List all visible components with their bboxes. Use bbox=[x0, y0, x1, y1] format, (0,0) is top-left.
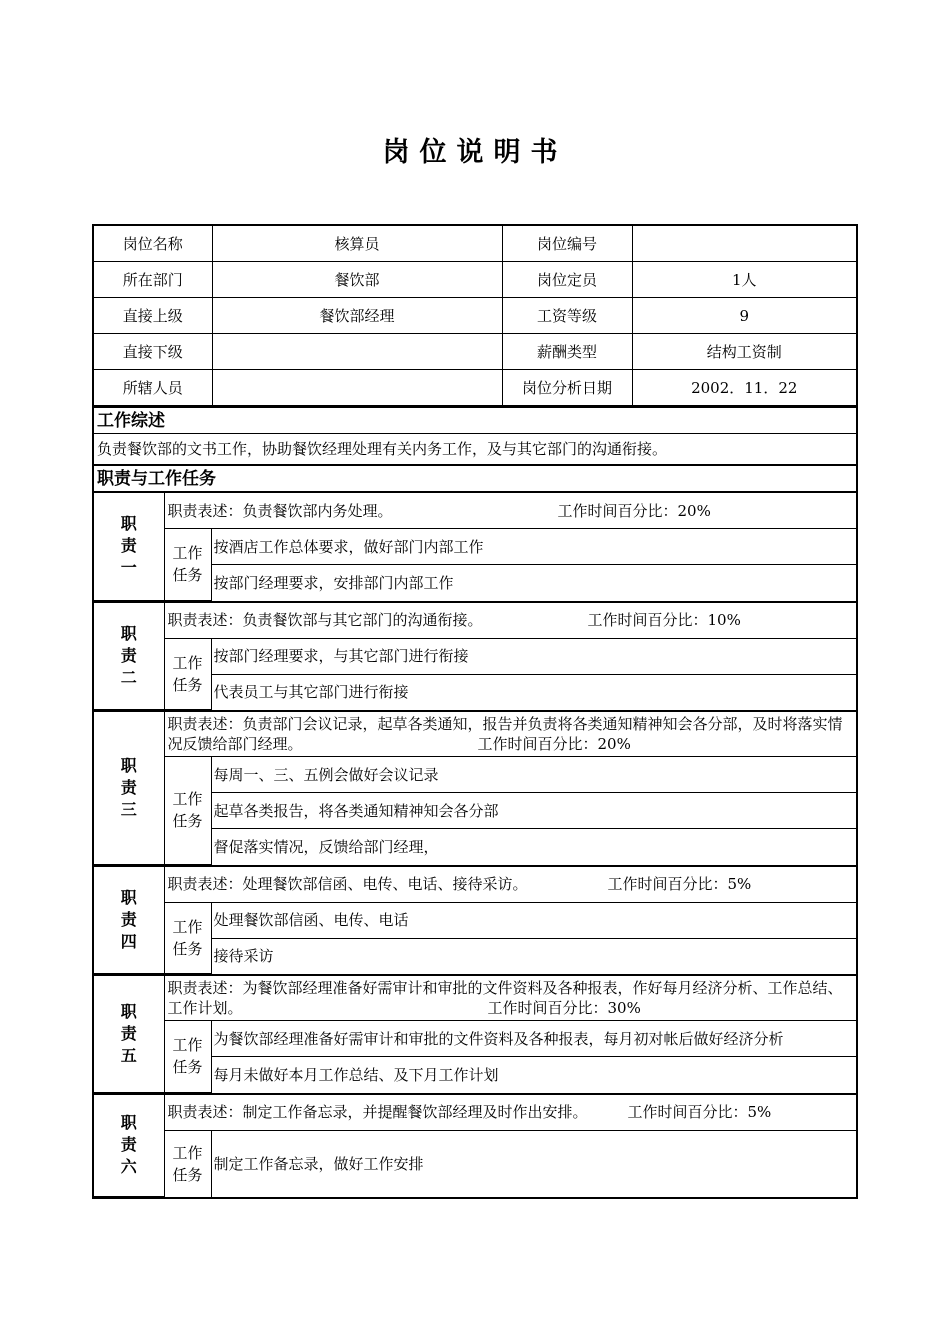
duty-label-char: 六 bbox=[120, 1157, 137, 1177]
task-label-line: 工作 bbox=[172, 653, 203, 672]
info-value: 餐饮部 bbox=[212, 262, 502, 298]
info-label: 薪酬类型 bbox=[502, 334, 632, 370]
task-item: 起草各类报告，将各类通知精神知会各分部 bbox=[211, 793, 856, 829]
duties-heading: 职责与工作任务 bbox=[94, 464, 856, 492]
info-label: 岗位定员 bbox=[502, 262, 632, 298]
duty-block bbox=[94, 601, 856, 711]
duty-label bbox=[94, 493, 164, 601]
task-label-line: 工作 bbox=[172, 790, 203, 809]
task-label-line: 任务 bbox=[172, 812, 203, 831]
task-item: 处理餐饮部信函、电传、电话 bbox=[211, 902, 856, 938]
info-label: 直接下级 bbox=[94, 334, 212, 370]
info-label: 所在部门 bbox=[94, 262, 212, 298]
info-label: 岗位编号 bbox=[502, 226, 632, 262]
task-label-line: 任务 bbox=[172, 566, 203, 585]
info-label: 所辖人员 bbox=[94, 370, 212, 406]
duty-label bbox=[94, 602, 164, 710]
info-value bbox=[632, 226, 856, 262]
duty-description-text: 职责表述：处理餐饮部信函、电传、电话、接待采访。 bbox=[167, 875, 528, 893]
task-item: 每周一、三、五例会做好会议记录 bbox=[211, 757, 856, 793]
info-value: 餐饮部经理 bbox=[212, 298, 502, 334]
duty-label-char: 三 bbox=[120, 799, 137, 819]
duty-description-text: 职责表述：负责餐饮部与其它部门的沟通衔接。 bbox=[167, 611, 483, 629]
duty-label-char: 责 bbox=[120, 1023, 137, 1043]
work-time-percentage: 工作时间百分比：20% bbox=[557, 501, 711, 520]
task-label bbox=[164, 1021, 211, 1093]
duty-label-char: 责 bbox=[120, 777, 137, 797]
duty-label-char: 四 bbox=[120, 931, 137, 951]
duty-label-char: 职 bbox=[120, 755, 137, 775]
info-value: 1人 bbox=[632, 262, 856, 298]
duty-label-char: 责 bbox=[120, 1135, 137, 1155]
duty-label-char: 职 bbox=[120, 623, 137, 643]
task-label bbox=[164, 1130, 211, 1197]
duty-description bbox=[164, 975, 856, 1021]
duty-block bbox=[94, 710, 856, 865]
task-label-line: 工作 bbox=[172, 1036, 203, 1055]
info-value bbox=[212, 370, 502, 406]
task-item: 接待采访 bbox=[211, 938, 856, 974]
task-label-line: 工作 bbox=[172, 544, 203, 563]
info-label: 岗位名称 bbox=[94, 226, 212, 262]
duty-label-char: 职 bbox=[120, 514, 137, 534]
task-item: 按部门经理要求，与其它部门进行衔接 bbox=[211, 638, 856, 674]
info-row bbox=[94, 334, 856, 370]
duty-description bbox=[164, 1094, 856, 1131]
info-row bbox=[94, 262, 856, 298]
duty-label bbox=[94, 711, 164, 864]
summary-heading: 工作综述 bbox=[94, 406, 856, 434]
duty-description-text: 职责表述：负责部门会议记录，起草各类通知，报告并负责将各类通知精神知会各分部，及时将落实情况反馈给部门经理。 bbox=[167, 715, 843, 753]
task-label bbox=[164, 529, 211, 601]
info-row bbox=[94, 298, 856, 334]
duty-block bbox=[94, 492, 856, 601]
info-label: 直接上级 bbox=[94, 298, 212, 334]
duty-label bbox=[94, 1094, 164, 1197]
task-item: 代表员工与其它部门进行衔接 bbox=[211, 674, 856, 710]
task-label bbox=[164, 757, 211, 865]
duty-description bbox=[164, 866, 856, 903]
task-label-line: 工作 bbox=[172, 1143, 203, 1162]
task-label-line: 任务 bbox=[172, 1058, 203, 1077]
duty-label-char: 责 bbox=[120, 909, 137, 929]
summary-text: 负责餐饮部的文书工作，协助餐饮经理处理有关内务工作，及与其它部门的沟通衔接。 bbox=[97, 440, 668, 458]
work-time-percentage: 工作时间百分比：5% bbox=[607, 875, 752, 893]
duty-description bbox=[164, 711, 856, 757]
duties-list bbox=[94, 492, 856, 1197]
task-item: 按部门经理要求，安排部门内部工作 bbox=[211, 565, 856, 601]
duty-label bbox=[94, 866, 164, 974]
info-value: 9 bbox=[632, 298, 856, 334]
info-label: 岗位分析日期 bbox=[502, 370, 632, 406]
job-description-form bbox=[92, 224, 858, 1199]
duty-description bbox=[164, 493, 856, 529]
task-item: 制定工作备忘录，做好工作安排 bbox=[211, 1130, 856, 1197]
task-item: 每月未做好本月工作总结、及下月工作计划 bbox=[211, 1057, 856, 1093]
info-value: 结构工资制 bbox=[632, 334, 856, 370]
basic-info-table bbox=[94, 226, 856, 406]
info-value: 核算员 bbox=[212, 226, 502, 262]
task-item: 按酒店工作总体要求，做好部门内部工作 bbox=[211, 529, 856, 565]
duty-block bbox=[94, 865, 856, 975]
duty-label-char: 二 bbox=[120, 667, 137, 687]
duty-label-char: 五 bbox=[120, 1045, 137, 1065]
duty-label bbox=[94, 975, 164, 1092]
work-time-percentage: 工作时间百分比：10% bbox=[587, 611, 741, 629]
task-label-line: 工作 bbox=[172, 917, 203, 936]
duty-label-char: 责 bbox=[120, 645, 137, 665]
work-time-percentage: 工作时间百分比：30% bbox=[487, 999, 641, 1017]
duty-description-text: 职责表述：为餐饮部经理准备好需审计和审批的文件资料及各种报表，作好每月经济分析、工作总结、工作计划。 bbox=[167, 979, 843, 1017]
duty-label-char: 责 bbox=[120, 536, 137, 556]
work-time-percentage: 工作时间百分比：20% bbox=[477, 735, 631, 753]
info-value bbox=[212, 334, 502, 370]
task-label-line: 任务 bbox=[172, 939, 203, 958]
work-time-percentage: 工作时间百分比：5% bbox=[627, 1103, 772, 1121]
duty-block bbox=[94, 1093, 856, 1198]
info-row bbox=[94, 226, 856, 262]
duty-description-text: 职责表述：负责餐饮部内务处理。 bbox=[167, 501, 393, 520]
info-label: 工资等级 bbox=[502, 298, 632, 334]
task-item: 督促落实情况，反馈给部门经理， bbox=[211, 829, 856, 865]
duty-block bbox=[94, 974, 856, 1093]
duty-description bbox=[164, 602, 856, 639]
task-label bbox=[164, 638, 211, 710]
duty-label-char: 职 bbox=[120, 1113, 137, 1133]
info-value: 2002．11．22 bbox=[632, 370, 856, 406]
task-label bbox=[164, 902, 211, 974]
duty-label-char: 职 bbox=[120, 1001, 137, 1021]
duty-description-text: 职责表述：制定工作备忘录，并提醒餐饮部经理及时作出安排。 bbox=[167, 1103, 588, 1121]
duty-label-char: 职 bbox=[120, 887, 137, 907]
task-item: 为餐饮部经理准备好需审计和审批的文件资料及各种报表，每月初对帐后做好经济分析 bbox=[211, 1021, 856, 1057]
document-title: 岗位说明书 bbox=[382, 137, 568, 168]
info-row bbox=[94, 370, 856, 406]
duty-label-char: 一 bbox=[120, 558, 137, 578]
task-label-line: 任务 bbox=[172, 675, 203, 694]
task-label-line: 任务 bbox=[172, 1165, 203, 1184]
